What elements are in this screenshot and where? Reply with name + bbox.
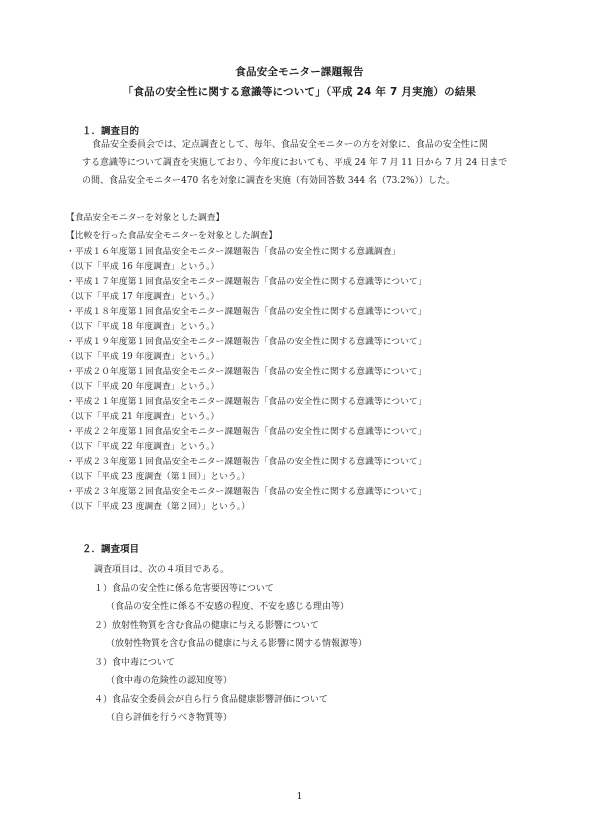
- survey-item: １）食品の安全性に係る危害要因等について: [94, 583, 274, 594]
- survey-entry: ・平成１７年度第１回食品安全モニター課題報告「食品の安全性に関する意識等について」: [66, 277, 427, 287]
- survey-entry: ・平成１６年度第１回食品安全モニター課題報告「食品の安全性に関する意識調査」: [66, 247, 401, 257]
- items-intro: 調査項目は、次の４項目である。: [94, 565, 230, 575]
- survey-entry: ・平成２３年度第１回食品安全モニター課題報告「食品の安全性に関する意識等について」: [66, 457, 427, 467]
- survey-entry-note: （以下「平成 20 年度調査」という。）: [66, 382, 220, 392]
- survey-entry: ・平成２３年度第２回食品安全モニター課題報告「食品の安全性に関する意識等について」: [66, 487, 427, 497]
- survey-entry: ・平成１９年度第１回食品安全モニター課題報告「食品の安全性に関する意識等について」: [66, 337, 427, 347]
- section-heading-purpose: １．調査目的: [82, 126, 140, 137]
- survey-list: [66, 210, 427, 515]
- survey-item-detail: （食中毒の危険性の認知度等）: [106, 676, 233, 686]
- paragraph-line: の間、食品安全モニター470 名を対象に調査を実施（有効回答数 344 名（73.2%））した。: [82, 176, 456, 186]
- survey-bracket-heading: 【比較を行った食品安全モニターを対象とした調査】: [66, 231, 278, 241]
- section-heading-items: ２．調査項目: [82, 544, 140, 555]
- page-number: 1: [296, 792, 303, 802]
- survey-entry-note: （以下「平成 16 年度調査」という。）: [66, 262, 220, 272]
- survey-entry: ・平成１８年度第１回食品安全モニター課題報告「食品の安全性に関する意識等について」: [66, 307, 427, 317]
- survey-bracket-heading: 【食品安全モニターを対象とした調査】: [66, 213, 225, 223]
- survey-entry: ・平成２０年度第１回食品安全モニター課題報告「食品の安全性に関する意識等について」: [66, 367, 427, 377]
- survey-item: ２）放射性物質を含む食品の健康に与える影響について: [94, 620, 319, 631]
- survey-entry-note: （以下「平成 22 年度調査」という。）: [66, 442, 220, 452]
- paragraph-line: する意識等について調査を実施しており、今年度においても、平成 24 年 7 月 11 日から 7 月 24 日まで: [82, 158, 508, 168]
- survey-entry-note: （以下「平成 23 度調査（第２回）」という。）: [66, 502, 250, 512]
- paragraph-line: 食品安全委員会では、定点調査として、毎年、食品安全モニターの方を対象に、食品の安全性に関: [92, 140, 488, 150]
- purpose-paragraph: [82, 136, 507, 190]
- document-subtitle: 「食品の安全性に関する意識等について」（平成 24 年 7 月実施）の結果: [122, 86, 477, 98]
- survey-entry-note: （以下「平成 17 年度調査」という。）: [66, 292, 220, 302]
- survey-item: ４）食品安全委員会が自ら行う食品健康影響評価について: [94, 694, 328, 705]
- survey-item-detail: （放射性物質を含む食品の健康に与える影響に関する情報源等）: [106, 639, 368, 649]
- survey-items-list: [82, 561, 367, 728]
- survey-item: ３）食中毒について: [94, 657, 175, 668]
- survey-entry-note: （以下「平成 18 年度調査」という。）: [66, 322, 220, 332]
- document-title: 食品安全モニター課題報告: [235, 66, 364, 78]
- survey-entry: ・平成２１年度第１回食品安全モニター課題報告「食品の安全性に関する意識等について」: [66, 397, 427, 407]
- survey-entry-note: （以下「平成 21 年度調査」という。）: [66, 412, 220, 422]
- survey-entry: ・平成２２年度第１回食品安全モニター課題報告「食品の安全性に関する意識等について」: [66, 427, 427, 437]
- survey-item-detail: （自ら評価を行うべき物質等）: [106, 713, 233, 723]
- survey-entry-note: （以下「平成 23 度調査（第１回）」という。）: [66, 472, 250, 482]
- survey-entry-note: （以下「平成 19 年度調査」という。）: [66, 352, 220, 362]
- survey-item-detail: （食品の安全性に係る不安感の程度、不安を感じる理由等）: [106, 602, 350, 612]
